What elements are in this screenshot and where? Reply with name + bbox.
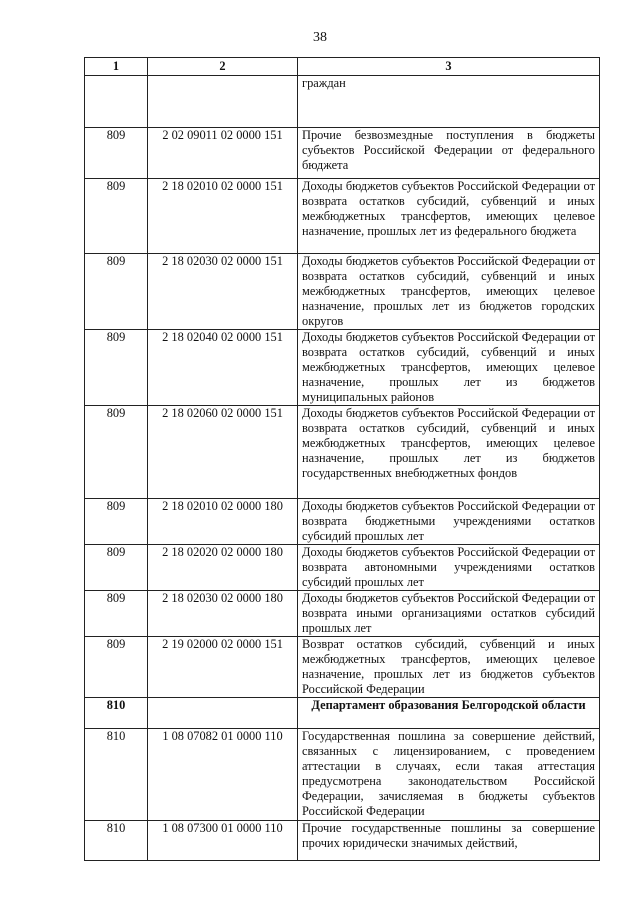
- table-row: [85, 330, 600, 406]
- column-header-2: 2: [148, 58, 298, 76]
- revenue-code-cell: 1 08 07082 01 0000 110: [148, 729, 298, 821]
- revenue-name-cell: Возврат остатков субсидий, субвенций и иных межбюджетных трансфертов, имеющих целевое назначение, прошлых лет из бюджетов субъектов Российской Федерации: [298, 637, 600, 698]
- table-header-row: [85, 58, 600, 76]
- admin-code-cell: 810: [85, 821, 148, 861]
- table-row: [85, 179, 600, 254]
- admin-code-cell: 809: [85, 254, 148, 330]
- revenue-name-cell: Государственная пошлина за совершение действий, связанных с лицензированием, с проведением аттестации в случаях, если такая аттестация предусмотрена законодательством Российской Федерации, зачисляемая в бюджеты субъектов Российской Федерации: [298, 729, 600, 821]
- revenue-name-cell: граждан: [298, 76, 600, 128]
- table-row: [85, 729, 600, 821]
- revenue-name-cell: Доходы бюджетов субъектов Российской Федерации от возврата остатков субсидий, субвенций и иных межбюджетных трансфертов, имеющих целевое назначение, прошлых лет из бюджетов государственных внебюджетных фондов: [298, 406, 600, 499]
- revenue-code-cell: [148, 76, 298, 128]
- admin-code-cell: 810: [85, 729, 148, 821]
- table-row: [85, 406, 600, 499]
- table-row: [85, 76, 600, 128]
- revenue-code-cell: 2 19 02000 02 0000 151: [148, 637, 298, 698]
- revenue-code-cell: 1 08 07300 01 0000 110: [148, 821, 298, 861]
- table-row: [85, 128, 600, 179]
- table-row: [85, 254, 600, 330]
- revenue-name-cell: Доходы бюджетов субъектов Российской Федерации от возврата остатков субсидий, субвенций и иных межбюджетных трансфертов, имеющих целевое назначение, прошлых лет из федерального бюджета: [298, 179, 600, 254]
- department-row: [85, 698, 600, 729]
- admin-code-cell: 809: [85, 545, 148, 591]
- admin-code-cell: 809: [85, 128, 148, 179]
- revenue-code-cell: 2 18 02040 02 0000 151: [148, 330, 298, 406]
- revenue-code-cell: 2 18 02010 02 0000 180: [148, 499, 298, 545]
- revenue-code-cell: 2 02 09011 02 0000 151: [148, 128, 298, 179]
- table-row: [85, 545, 600, 591]
- revenue-name-cell: Доходы бюджетов субъектов Российской Федерации от возврата остатков субсидий, субвенций и иных межбюджетных трансфертов, имеющих целевое назначение, прошлых лет из бюджетов муниципальных районов: [298, 330, 600, 406]
- revenue-name-cell: Доходы бюджетов субъектов Российской Федерации от возврата автономными учреждениями остатков субсидий прошлых лет: [298, 545, 600, 591]
- revenue-name-cell: Прочие государственные пошлины за совершение прочих юридически значимых действий,: [298, 821, 600, 861]
- admin-code-cell: 810: [85, 698, 148, 729]
- admin-code-cell: [85, 76, 148, 128]
- admin-code-cell: 809: [85, 591, 148, 637]
- table-row: [85, 591, 600, 637]
- admin-code-cell: 809: [85, 637, 148, 698]
- revenue-name-cell: Доходы бюджетов субъектов Российской Федерации от возврата остатков субсидий, субвенций и иных межбюджетных трансфертов, имеющих целевое назначение, прошлых лет из бюджетов городских округов: [298, 254, 600, 330]
- revenue-name-cell: Доходы бюджетов субъектов Российской Федерации от возврата иными организациями остатков субсидий прошлых лет: [298, 591, 600, 637]
- table-row: [85, 637, 600, 698]
- revenue-code-cell: [148, 698, 298, 729]
- table-row: [85, 499, 600, 545]
- table-row: [85, 821, 600, 861]
- admin-code-cell: 809: [85, 330, 148, 406]
- admin-code-cell: 809: [85, 406, 148, 499]
- column-header-1: 1: [85, 58, 148, 76]
- page-number: 38: [313, 30, 327, 45]
- admin-code-cell: 809: [85, 499, 148, 545]
- revenue-code-cell: 2 18 02010 02 0000 151: [148, 179, 298, 254]
- revenue-code-cell: 2 18 02030 02 0000 151: [148, 254, 298, 330]
- revenue-code-cell: 2 18 02020 02 0000 180: [148, 545, 298, 591]
- admin-code-cell: 809: [85, 179, 148, 254]
- revenue-code-cell: 2 18 02030 02 0000 180: [148, 591, 298, 637]
- revenue-code-cell: 2 18 02060 02 0000 151: [148, 406, 298, 499]
- revenue-name-cell: Доходы бюджетов субъектов Российской Федерации от возврата бюджетными учреждениями остатков субсидий прошлых лет: [298, 499, 600, 545]
- revenue-name-cell: Прочие безвозмездные поступления в бюджеты субъектов Российской Федерации от федерального бюджета: [298, 128, 600, 179]
- budget-classification-table: [84, 57, 600, 861]
- revenue-name-cell: Департамент образования Белгородской области: [298, 698, 600, 729]
- column-header-3: 3: [298, 58, 600, 76]
